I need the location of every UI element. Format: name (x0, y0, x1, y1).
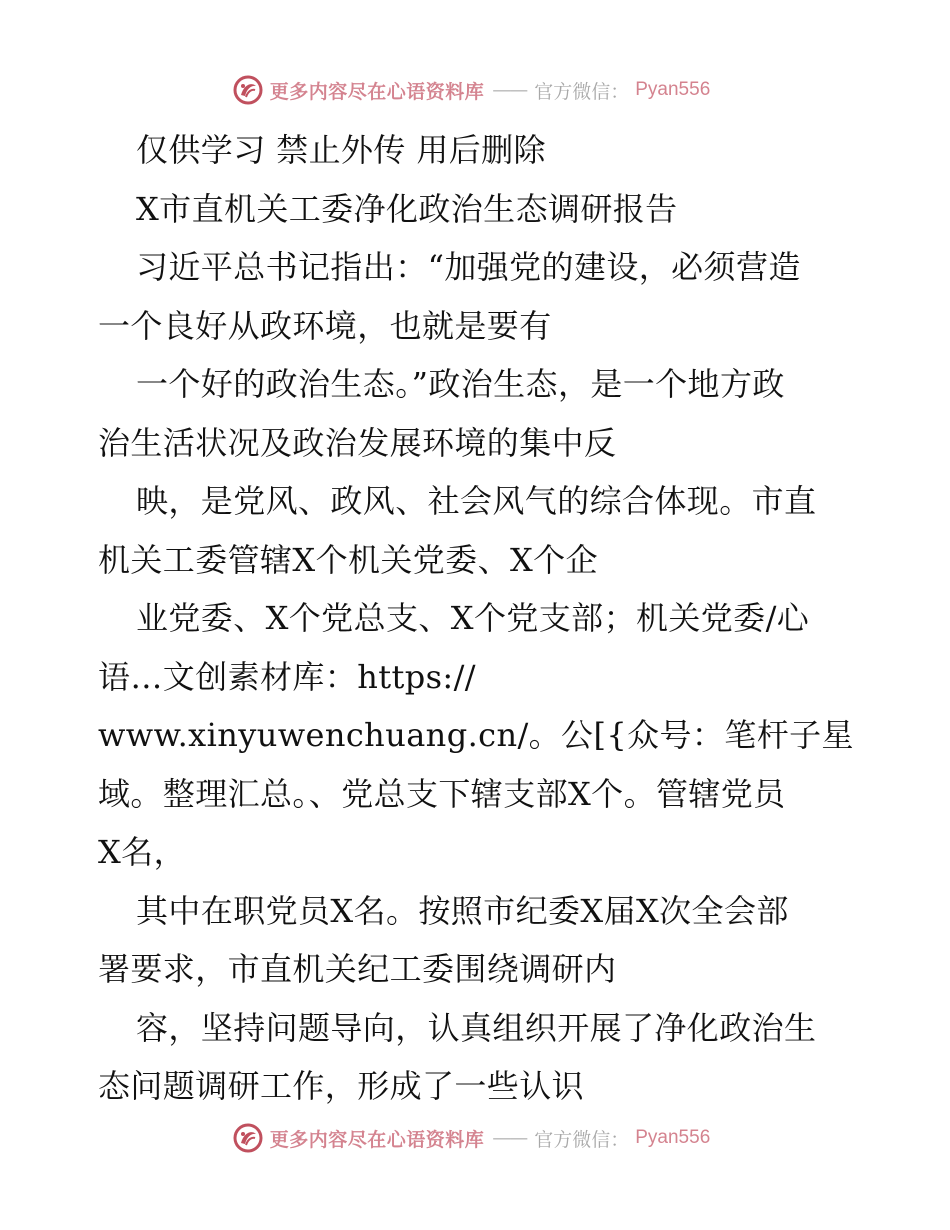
banner-separator: —— (492, 1127, 527, 1149)
banner-wechat-label: 官方微信： (534, 1128, 630, 1151)
doc-line: 其中在职党员X名。按照市纪委X届X次全会部 (136, 891, 789, 930)
banner-text: 更多内容尽在心语资料库 (269, 80, 485, 103)
doc-line: 一个良好从政环境，也就是要有 (98, 306, 552, 345)
document-body (98, 121, 858, 1116)
banner-text: 更多内容尽在心语资料库 (269, 1128, 485, 1151)
header-banner-content (232, 74, 711, 106)
doc-line: 署要求，市直机关纪工委围绕调研内 (98, 950, 617, 988)
doc-line: 容，坚持问题导向，认真组织开展了净化政治生 (136, 1008, 817, 1047)
doc-line: 治生活状况及政治发展环境的集中反 (98, 423, 617, 462)
doc-line: 映，是党风、政风、社会风气的综合体现。市直 (136, 482, 817, 520)
doc-line: 域。整理汇总。、党总支下辖支部X个。管辖党员 (98, 774, 786, 813)
doc-line: 仅供学习 禁止外传 用后删除 (136, 131, 546, 169)
banner-wechat-id: Pyan556 (635, 79, 711, 100)
doc-line: X名， (98, 833, 186, 871)
banner-wechat-label: 官方微信： (534, 80, 630, 103)
banner-separator: —— (492, 79, 527, 101)
doc-line: 业党委、X个党总支、X个党支部；机关党委/心 (136, 599, 810, 637)
swirl-logo-icon (232, 74, 264, 106)
footer-banner (0, 1118, 950, 1158)
banner-wechat-id: Pyan556 (635, 1127, 711, 1148)
doc-line: www.xinyuwenchuang.cn/。公[{众号：笔杆子星 (98, 716, 854, 754)
swirl-logo-icon (232, 1122, 264, 1154)
doc-line: 一个好的政治生态。”政治生态，是一个地方政 (136, 365, 785, 403)
doc-line: 习近平总书记指出：“加强党的建设，必须营造 (136, 248, 801, 286)
footer-banner-content (232, 1122, 711, 1154)
doc-line: 态问题调研工作，形成了一些认识 (98, 1067, 585, 1105)
doc-line: 语…文创素材库：https:// (98, 657, 476, 696)
doc-title: X市直机关工委净化政治生态调研报告 (136, 189, 678, 228)
header-banner (0, 70, 950, 110)
doc-line: 机关工委管辖X个机关党委、X个企 (98, 540, 598, 579)
